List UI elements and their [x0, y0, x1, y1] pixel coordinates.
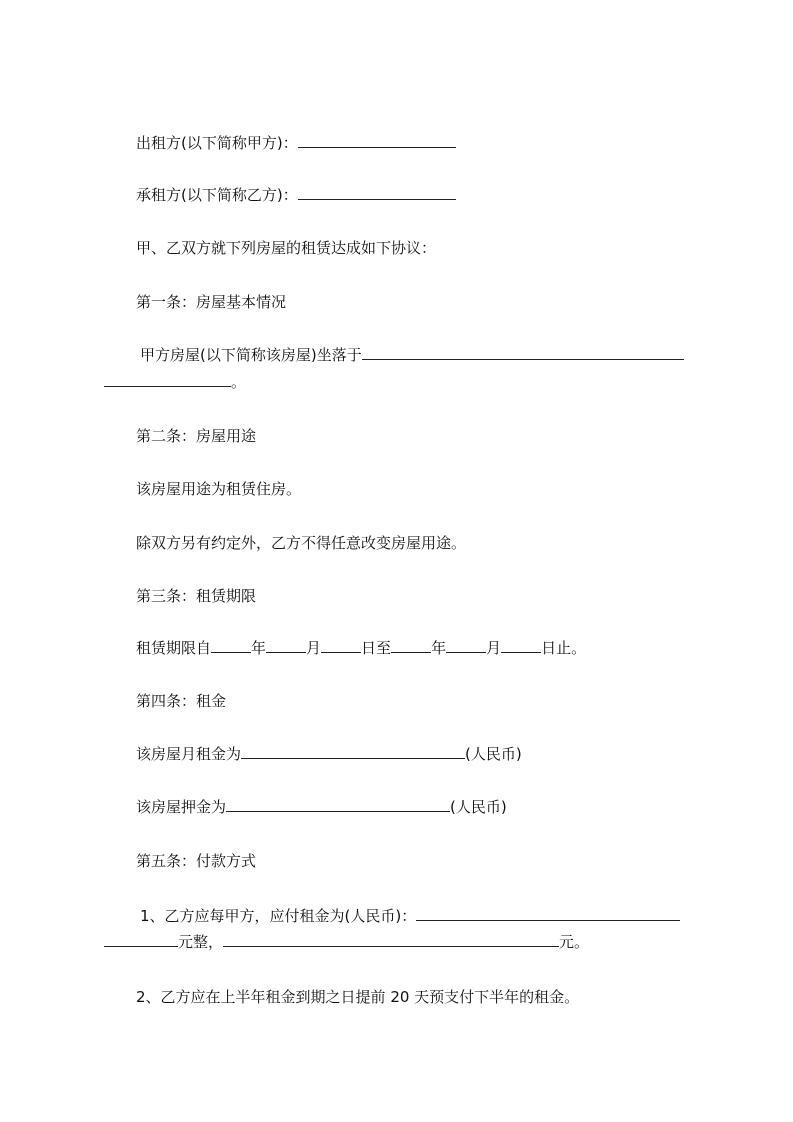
month-label: 月	[306, 639, 322, 657]
yuan-end-label: 元。	[559, 933, 590, 951]
lessor-line	[136, 133, 456, 153]
end-day-blank[interactable]	[501, 638, 541, 653]
payment-line-2	[104, 932, 589, 952]
yuan-whole-label: 元整，	[178, 933, 224, 951]
monthly-rent-blank[interactable]	[241, 744, 465, 759]
lessee-blank[interactable]	[298, 185, 456, 200]
day-end-label: 日止。	[541, 639, 587, 657]
usage-text: 该房屋用途为租赁住房。	[136, 480, 302, 498]
start-day-blank[interactable]	[321, 638, 361, 653]
year-label-2: 年	[431, 639, 447, 657]
lessee-label: 承租方(以下简称乙方)：	[136, 186, 298, 204]
lease-term-line	[136, 638, 586, 658]
monthly-rent-currency: (人民币)	[465, 745, 522, 763]
payment-amount-blank[interactable]	[104, 932, 178, 947]
deposit-blank[interactable]	[226, 797, 450, 812]
property-location-label: 甲方房屋(以下简称该房屋)坐落于	[140, 346, 362, 364]
article-4-title: 第四条：租金	[136, 692, 227, 710]
lease-term-label: 租赁期限自	[136, 639, 212, 657]
deposit-currency: (人民币)	[450, 798, 507, 816]
day-to-label: 日至	[361, 639, 392, 657]
start-month-blank[interactable]	[266, 638, 306, 653]
property-location-line-2	[104, 372, 246, 392]
lessor-blank[interactable]	[298, 133, 456, 148]
lessor-label: 出租方(以下简称甲方)：	[136, 134, 298, 152]
lessee-line	[136, 185, 456, 205]
property-location-blank[interactable]	[362, 345, 684, 360]
start-year-blank[interactable]	[211, 638, 251, 653]
payment-line-1	[140, 906, 680, 926]
end-year-blank[interactable]	[391, 638, 431, 653]
monthly-rent-label: 该房屋月租金为	[136, 745, 242, 763]
usage-restriction-text: 除双方另有约定外，乙方不得任意改变房屋用途。	[136, 534, 467, 552]
property-location-end: 。	[231, 373, 247, 391]
payment-term-2: 2、乙方应在上半年租金到期之日提前 20 天预支付下半年的租金。	[136, 988, 580, 1006]
year-label: 年	[251, 639, 267, 657]
deposit-line	[136, 797, 507, 817]
month-label-2: 月	[486, 639, 502, 657]
article-2-title: 第二条：房屋用途	[136, 427, 257, 445]
end-month-blank[interactable]	[446, 638, 486, 653]
agreement-intro: 甲、乙双方就下列房屋的租赁达成如下协议：	[136, 239, 437, 257]
payment-blank[interactable]	[416, 906, 680, 921]
article-5-title: 第五条：付款方式	[136, 852, 257, 870]
article-3-title: 第三条：租赁期限	[136, 587, 257, 605]
property-location-blank-2[interactable]	[104, 372, 231, 387]
payment-words-blank[interactable]	[223, 932, 559, 947]
property-location-line	[140, 345, 684, 365]
monthly-rent-line	[136, 744, 522, 764]
deposit-label: 该房屋押金为	[136, 798, 227, 816]
article-1-title: 第一条：房屋基本情况	[136, 293, 287, 311]
payment-label: 1、乙方应每甲方，应付租金为(人民币)：	[140, 907, 417, 925]
